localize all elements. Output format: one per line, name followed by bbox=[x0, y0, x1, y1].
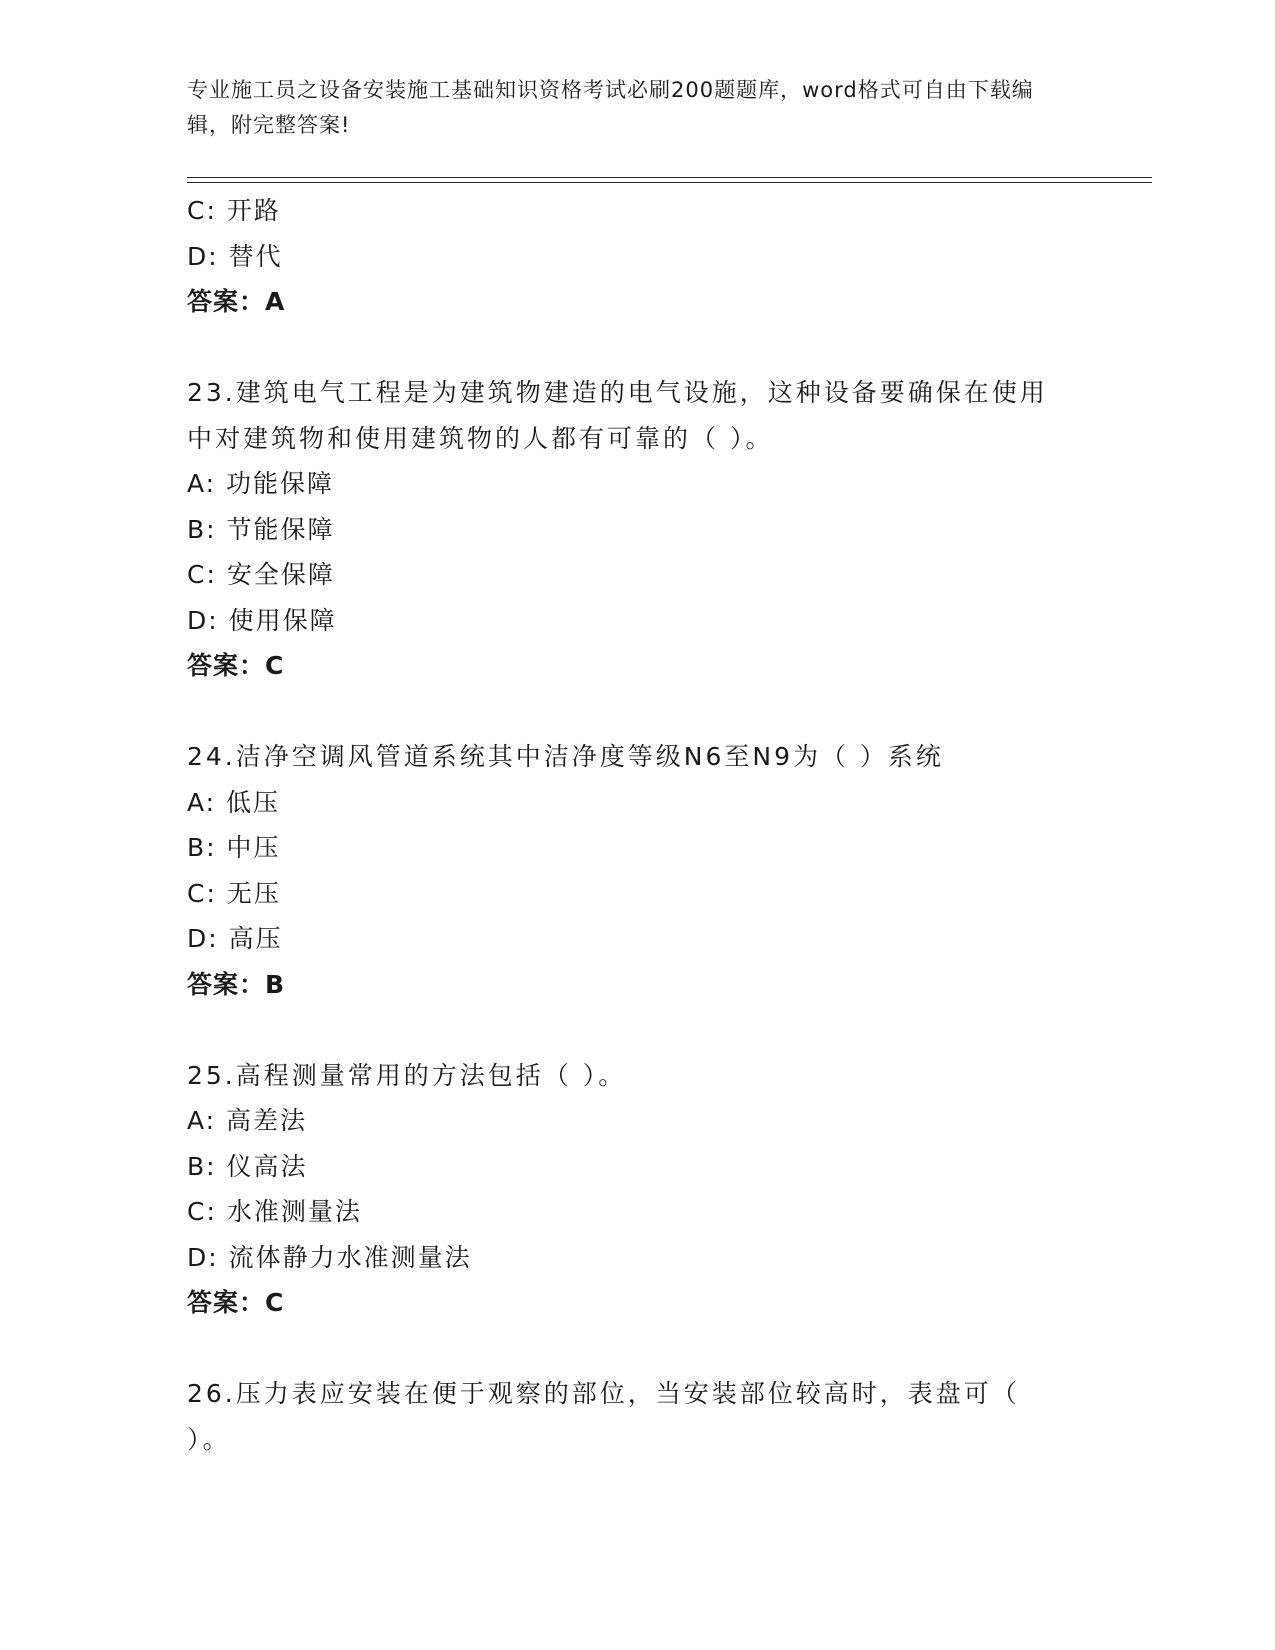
header-rule-top bbox=[187, 177, 1152, 178]
option-c: C: 开路 bbox=[187, 196, 281, 225]
question-26 bbox=[187, 1371, 1087, 1462]
question-stem: 24.洁净空调风管道系统其中洁净度等级N6至N9为（ ）系统 bbox=[187, 742, 944, 771]
option-b: B: 中压 bbox=[187, 833, 281, 862]
question-list bbox=[187, 188, 1087, 1462]
option-d: D: 高压 bbox=[187, 924, 283, 953]
spacer bbox=[187, 1007, 1087, 1053]
spacer bbox=[187, 1326, 1087, 1372]
header-rule-bottom bbox=[187, 182, 1152, 183]
option-c: C: 水准测量法 bbox=[187, 1197, 362, 1226]
document-header: 专业施工员之设备安装施工基础知识资格考试必刷200题题库，word格式可自由下载编辑，附完整答案! bbox=[187, 78, 1034, 137]
question-25 bbox=[187, 1053, 1087, 1326]
question-22-continued bbox=[187, 188, 1087, 325]
answer-line: 答案：C bbox=[187, 651, 285, 680]
spacer bbox=[187, 325, 1087, 371]
question-23 bbox=[187, 370, 1087, 689]
answer-line: 答案：C bbox=[187, 1288, 285, 1317]
answer-line: 答案：A bbox=[187, 287, 286, 316]
question-24 bbox=[187, 734, 1087, 1007]
option-d: D: 使用保障 bbox=[187, 605, 337, 635]
question-stem: 25.高程测量常用的方法包括（ ）。 bbox=[187, 1060, 627, 1090]
option-d: D: 流体静力水准测量法 bbox=[187, 1242, 472, 1272]
option-c: C: 无压 bbox=[187, 878, 281, 908]
question-stem: 26.压力表应安装在便于观察的部位，当安装部位较高时，表盘可（ ）。 bbox=[187, 1379, 1020, 1454]
spacer bbox=[187, 689, 1087, 735]
option-b: B: 节能保障 bbox=[187, 514, 335, 544]
option-a: A: 高差法 bbox=[187, 1106, 308, 1135]
option-a: A: 低压 bbox=[187, 787, 281, 817]
option-a: A: 功能保障 bbox=[187, 469, 335, 498]
answer-line: 答案：B bbox=[187, 969, 286, 999]
option-c: C: 安全保障 bbox=[187, 560, 335, 589]
question-stem: 23.建筑电气工程是为建筑物建造的电气设施，这种设备要确保在使用中对建筑物和使用建筑物的人都有可靠的（ ）。 bbox=[187, 378, 1048, 453]
option-d: D: 替代 bbox=[187, 241, 283, 271]
option-b: B: 仪高法 bbox=[187, 1151, 308, 1181]
